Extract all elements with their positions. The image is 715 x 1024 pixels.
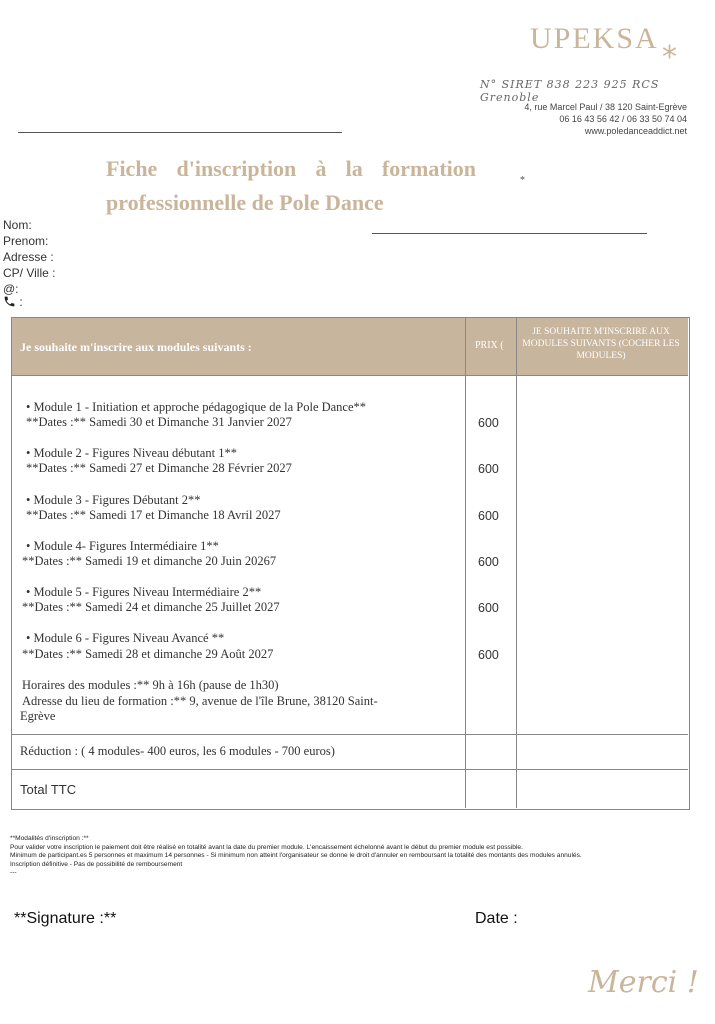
divider <box>372 233 647 234</box>
header-select: JE SOUHAITE M'INSCRIRE AUX MODULES SUIVANTS (COCHER LES MODULES) <box>522 327 680 361</box>
module-hours: Horaires des modules :** 9h à 16h (pause de 1h30) <box>22 678 279 692</box>
signature-field[interactable]: **Signature :** <box>14 910 117 927</box>
terms-block <box>10 835 700 878</box>
module-price: 600 <box>478 462 499 476</box>
module-price: 600 <box>478 648 499 662</box>
field-phone[interactable] <box>3 295 23 309</box>
module-price: 600 <box>478 601 499 615</box>
field-email[interactable]: @: <box>3 282 19 296</box>
table-row-divider <box>11 769 688 770</box>
module-title: • Module 6 - Figures Niveau Avancé ** <box>26 631 225 645</box>
terms-heading: **Modalités d'inscription :** <box>10 835 89 842</box>
module-title: • Module 5 - Figures Niveau Intermédiaire 2** <box>26 585 262 599</box>
logo-star-icon: * <box>662 40 677 75</box>
module-title: • Module 2 - Figures Niveau débutant 1** <box>26 446 237 460</box>
module-title: • Module 3 - Figures Débutant 2** <box>26 493 201 507</box>
phone-line: 06 16 43 56 42 / 06 33 50 74 04 <box>559 114 687 124</box>
module-title: • Module 1 - Initiation et approche pédagogique de la Pole Dance** <box>26 400 367 414</box>
module-dates: **Dates :** Samedi 24 et dimanche 25 Juillet 2027 <box>22 600 280 614</box>
module-dates: **Dates :** Samedi 17 et Dimanche 18 Avril 2027 <box>26 508 281 522</box>
page-title: Fiche d'inscription à la formation professionnelle de Pole Dance <box>106 156 476 215</box>
field-adresse[interactable]: Adresse : <box>3 250 54 264</box>
address-line: 4, rue Marcel Paul / 38 120 Saint-Egrève <box>524 102 687 112</box>
brand-logo: UPEKSA <box>530 22 659 55</box>
module-price: 600 <box>478 416 499 430</box>
date-field[interactable]: Date : <box>475 910 518 927</box>
phone-label: : <box>19 295 23 309</box>
table-row-divider <box>11 375 688 376</box>
location-line: Adresse du lieu de formation :** 9, avenue de l'île Brune, 38120 Saint- <box>22 694 378 708</box>
location-line: Egrève <box>20 709 56 723</box>
header-price: PRIX ( <box>475 340 504 351</box>
module-title: • Module 4- Figures Intermédiaire 1** <box>26 539 219 553</box>
terms-line: Pour valider votre inscription le paiement doit être réalisé en totalité avant la date du premier module. L'encaissement échelonné avant le début du premier module est possible. <box>10 843 523 851</box>
reduction-row: Réduction : ( 4 modules- 400 euros, les 6 modules - 700 euros) <box>20 744 335 758</box>
module-dates: **Dates :** Samedi 30 et Dimanche 31 Janvier 2027 <box>26 415 292 429</box>
phone-icon <box>3 295 16 308</box>
field-prenom[interactable]: Prenom: <box>3 234 49 248</box>
website-link[interactable]: www.poledanceaddict.net <box>584 126 687 136</box>
header-modules: Je souhaite m'inscrire aux modules suivants : <box>20 340 252 354</box>
module-price: 600 <box>478 509 499 523</box>
terms-line: Minimum de participant.es 5 personnes et maximum 14 personnes - Si minimum non atteint l'organisateur se donne le droit d'annuler en remboursant la totalité des montants des modules annulés. <box>10 852 582 860</box>
terms-line: Inscription définitive - Pas de possibilité de remboursement <box>10 860 183 868</box>
divider <box>18 132 342 133</box>
siret-signature: N° SIRET 838 223 925 RCS Grenoble <box>480 78 660 104</box>
table-row-divider <box>11 734 688 735</box>
module-price: 600 <box>478 555 499 569</box>
field-nom[interactable]: Nom: <box>3 218 32 232</box>
module-dates: **Dates :** Samedi 28 et dimanche 29 Août 2027 <box>22 647 274 661</box>
terms-line: --- <box>10 869 17 877</box>
module-dates: **Dates :** Samedi 19 et dimanche 20 Juin 20267 <box>22 554 277 568</box>
total-row: Total TTC <box>20 782 77 797</box>
field-ville[interactable]: CP/ Ville : <box>3 266 56 280</box>
title-star: * <box>520 175 525 186</box>
module-dates: **Dates :** Samedi 27 et Dimanche 28 Février 2027 <box>26 461 292 475</box>
merci-signature: Merci ! <box>588 965 699 1000</box>
